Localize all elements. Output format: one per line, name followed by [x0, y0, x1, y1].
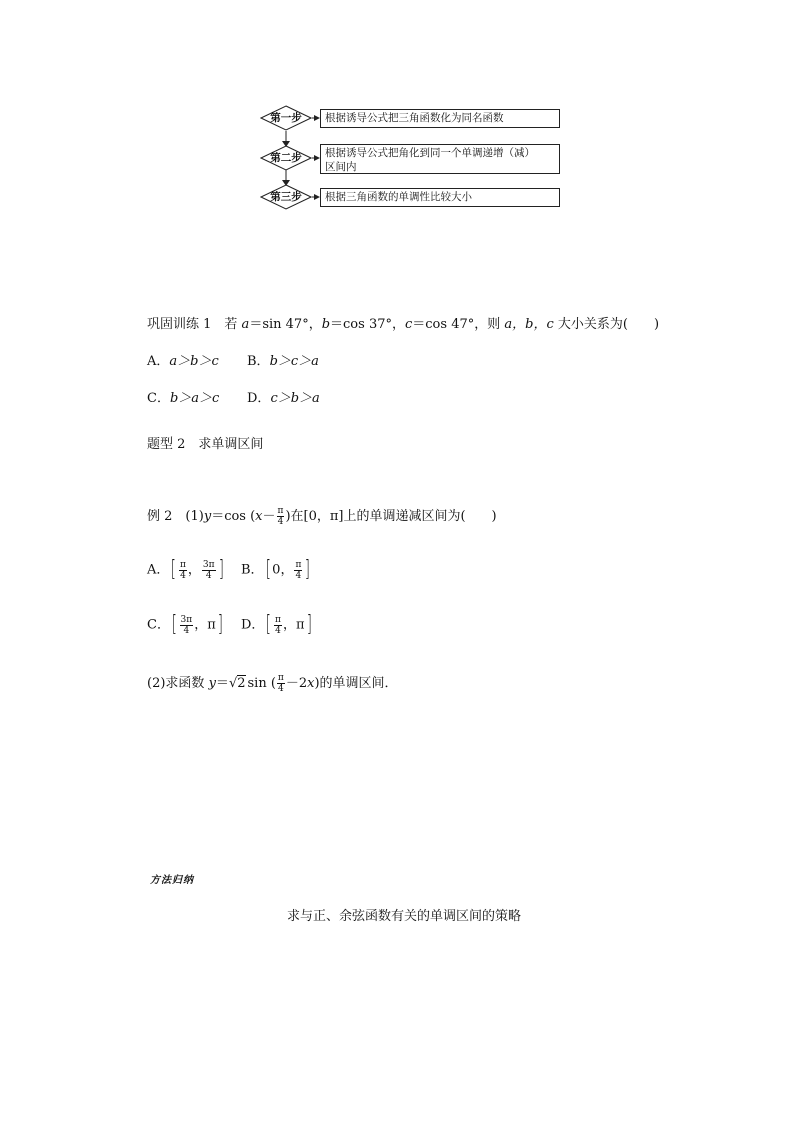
left-bracket: [ [265, 557, 271, 582]
frac-den: 4 [278, 684, 284, 694]
step1-text: 根据诱导公式把三角函数化为同名函数 [325, 112, 504, 124]
var-x: x [307, 676, 315, 691]
part2-prefix: (2)求函数 [147, 676, 209, 691]
practice1-question [147, 313, 659, 332]
right-bracket: ] [218, 557, 224, 582]
option-expr: b＞c＞a [269, 354, 319, 369]
fraction-pi-over-4 [277, 506, 285, 527]
interval-end: π [295, 617, 305, 633]
left-bracket: [ [266, 612, 272, 637]
frac-num: 3π [202, 559, 215, 570]
practice1-option-b [247, 350, 319, 369]
sqrt-symbol: √ [228, 676, 238, 691]
frac-num: π [277, 673, 284, 683]
fraction [179, 560, 187, 581]
var-x: x [255, 509, 263, 524]
practice1-suffix: 大小关系为( ) [553, 317, 660, 332]
var-b: b [321, 317, 331, 332]
minus-two: －2 [285, 676, 308, 691]
example2-label: 例 2 (1) [147, 509, 204, 524]
right-bracket: ] [306, 612, 312, 637]
frac-num: 3π [180, 614, 193, 625]
minus-sign: － [262, 509, 276, 524]
option-letter: A． [147, 354, 170, 369]
example2-question [147, 505, 497, 527]
step1-diamond [260, 105, 312, 131]
option-letter: D． [241, 617, 265, 633]
step3-diamond [260, 184, 312, 210]
option-expr: c＞b＞a [270, 391, 320, 406]
frac-den: 4 [295, 570, 302, 581]
close-paren: ) [285, 509, 291, 524]
example2-eq: ＝cos ( [211, 509, 256, 524]
option-letter: B． [247, 354, 270, 369]
frac-num: π [277, 506, 284, 516]
option-letter: D． [247, 391, 271, 406]
step3-label: 第三步 [270, 191, 302, 203]
step2-text-line2: 区间内 [325, 161, 357, 173]
left-bracket: [ [171, 557, 177, 582]
part2-suffix: )的单调区间． [314, 676, 398, 691]
equals-sign: ＝ [215, 676, 229, 691]
practice1-prefix: 巩固训练 1 若 [147, 317, 242, 332]
practice1-vars: a，b，c [504, 317, 554, 332]
fraction [294, 560, 302, 581]
practice1-option-d [247, 387, 320, 406]
option-letter: C． [147, 391, 170, 406]
method-title: 求与正、余弦函数有关的单调区间的策略 [287, 909, 522, 924]
var-y: y [208, 676, 216, 691]
frac-den: 4 [180, 570, 186, 581]
right-bracket: ] [217, 612, 223, 637]
interval-end: π [207, 617, 216, 633]
option-letter: B． [241, 562, 264, 578]
sin-func: sin ( [247, 676, 276, 691]
step2-box [320, 144, 560, 174]
var-a: a [241, 317, 250, 332]
step2-text-line1: 根据诱导公式把角化到同一个单调递增（减） [325, 147, 535, 159]
option-letter: C． [147, 617, 170, 633]
practice1-eq1: ＝sin 47°， [249, 317, 322, 332]
example2-rest: 在[0，π]上的单调递减区间为( ) [290, 509, 497, 524]
fraction [202, 560, 216, 581]
fraction [180, 615, 194, 636]
frac-den: 4 [277, 517, 284, 527]
practice1-option-a [147, 350, 219, 369]
right-bracket: ] [305, 557, 311, 582]
example2-option-a: A．[ $\frac{\pi}{4}$ ， $\frac{3\pi}{4}$ ] [147, 557, 224, 582]
practice1-eq3: ＝cos 47°，则 [412, 317, 505, 332]
step2-label: 第二步 [270, 152, 302, 164]
fraction [274, 615, 282, 636]
frac-num: π [295, 559, 302, 570]
example2-option-c: C．[ $\frac{3\pi}{4}$ ，π] [147, 612, 223, 637]
practice1-eq2: ＝cos 37°， [330, 317, 405, 332]
left-bracket: [ [171, 612, 177, 637]
frac-den: 4 [205, 570, 212, 581]
example2-part2 [147, 672, 398, 694]
step2-diamond [260, 145, 312, 171]
sqrt-value: 2 [237, 676, 246, 691]
var-y: y [203, 509, 212, 524]
section2-title: 题型 2 求单调区间 [147, 437, 264, 452]
frac-den: 4 [183, 625, 190, 636]
frac-den: 4 [275, 625, 281, 636]
method-tag: 方法归纳 [150, 875, 194, 886]
example2-option-d: D．[ $\frac{\pi}{4}$ ，π] [241, 612, 312, 637]
option-expr: b＞a＞c [169, 391, 220, 406]
interval-start: 0 [272, 562, 281, 578]
option-letter: A． [147, 562, 170, 578]
step3-text: 根据三角函数的单调性比较大小 [325, 191, 472, 203]
frac-num: π [179, 559, 186, 570]
practice1-option-c [147, 387, 219, 406]
step1-box [320, 109, 560, 128]
fraction-pi-over-4 [277, 673, 285, 694]
frac-num: π [275, 614, 281, 625]
example2-option-b: B．[ 0， $\frac{\pi}{4}$ ] [241, 557, 311, 582]
option-expr: a＞b＞c [169, 354, 219, 369]
step3-box [320, 188, 560, 207]
var-c: c [405, 317, 413, 332]
step1-label: 第一步 [270, 112, 302, 124]
